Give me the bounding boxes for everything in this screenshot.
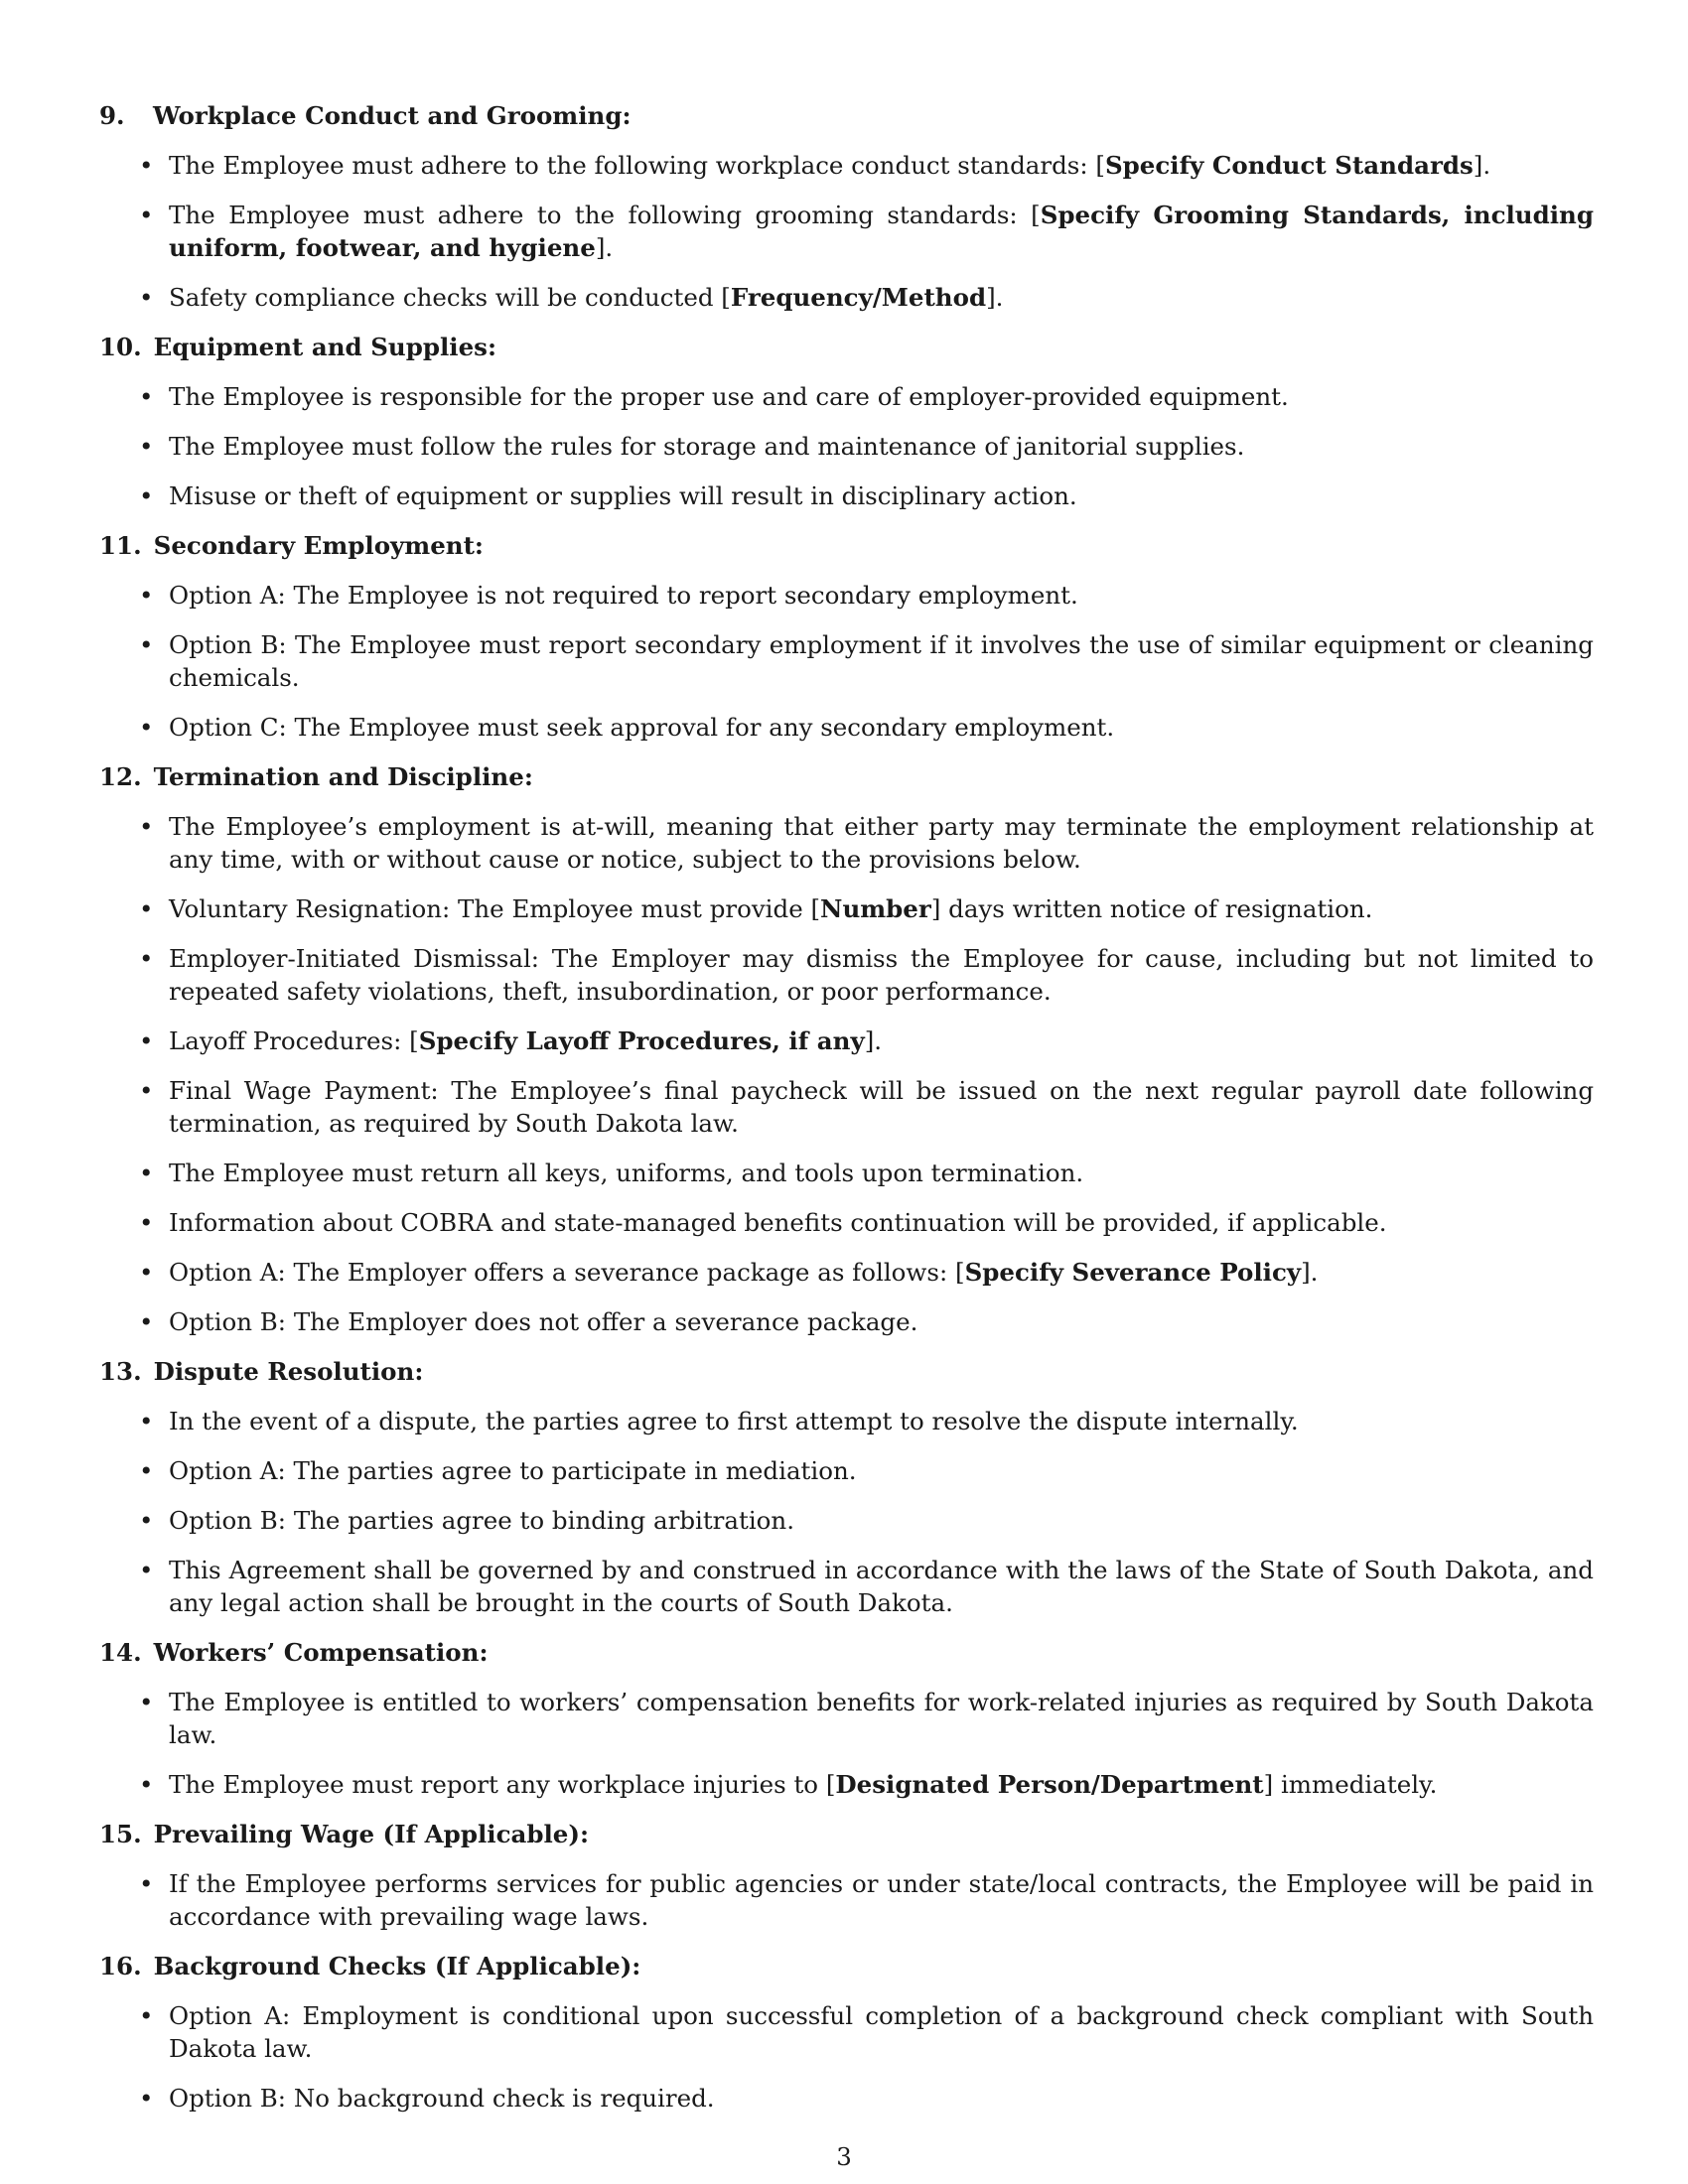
section-title: Background Checks (If Applicable): bbox=[153, 1952, 641, 1980]
list-item bbox=[169, 1074, 1594, 1140]
list-item-text: The Employee’s employment is at-will, meaning that either party may terminate the employment relationship at any time, with or without cause or notice, subject to the provisions below. bbox=[169, 812, 1594, 874]
placeholder-field: Frequency/Method bbox=[730, 283, 987, 312]
section-heading bbox=[99, 1636, 1594, 1669]
list-item-text-end: ]. bbox=[1301, 1258, 1319, 1287]
section-number: 12. bbox=[99, 762, 142, 791]
list-item-text: Option B: No background check is required. bbox=[169, 2084, 715, 2113]
list-item bbox=[169, 1554, 1594, 1619]
list-item bbox=[169, 1157, 1594, 1189]
list-item bbox=[169, 628, 1594, 694]
list-item bbox=[169, 1454, 1594, 1487]
list-item-text: The Employee must report any workplace injuries to [ bbox=[169, 1770, 836, 1799]
list-item bbox=[169, 199, 1594, 264]
placeholder-field: Specify Severance Policy bbox=[964, 1258, 1302, 1287]
list-item-text: The Employee must adhere to the following grooming standards: [ bbox=[169, 201, 1041, 229]
section bbox=[99, 99, 1594, 314]
list-item-text: Option A: The Employer offers a severance package as follows: [ bbox=[169, 1258, 965, 1287]
list-item-text: The Employee must adhere to the following workplace conduct standards: [ bbox=[169, 151, 1105, 180]
bullet-list bbox=[99, 1867, 1594, 1933]
section bbox=[99, 1950, 1594, 2115]
section-title: Prevailing Wage (If Applicable): bbox=[153, 1820, 590, 1848]
list-item-text: Option A: The Employee is not required to report secondary employment. bbox=[169, 581, 1078, 610]
list-item-text: Option B: The Employer does not offer a severance package. bbox=[169, 1307, 918, 1336]
section-heading bbox=[99, 529, 1594, 562]
document-page bbox=[99, 99, 1594, 2131]
section-title: Equipment and Supplies: bbox=[153, 333, 497, 361]
section-number: 14. bbox=[99, 1638, 142, 1667]
list-item-text: This Agreement shall be governed by and construed in accordance with the laws of the State of South Dakota, and any legal action shall be brought in the courts of South Dakota. bbox=[169, 1556, 1594, 1617]
section-number: 10. bbox=[99, 333, 142, 361]
list-item bbox=[169, 1024, 1594, 1057]
list-item bbox=[169, 892, 1594, 925]
bullet-list bbox=[99, 1999, 1594, 2115]
list-item-text: The Employee is responsible for the proper use and care of employer-provided equipment. bbox=[169, 382, 1289, 411]
bullet-list bbox=[99, 1686, 1594, 1801]
bullet-list bbox=[99, 579, 1594, 744]
placeholder-field: Specify Layoff Procedures, if any bbox=[418, 1026, 865, 1055]
section-title: Termination and Discipline: bbox=[153, 762, 533, 791]
section-number: 16. bbox=[99, 1952, 142, 1980]
list-item bbox=[169, 1405, 1594, 1437]
section-heading bbox=[99, 99, 1594, 132]
list-item-text-end: ]. bbox=[595, 233, 614, 262]
list-item-text: In the event of a dispute, the parties agree to first attempt to resolve the dispute internally. bbox=[169, 1407, 1299, 1435]
section-number: 15. bbox=[99, 1820, 142, 1848]
list-item-text: Layoff Procedures: [ bbox=[169, 1026, 419, 1055]
list-item bbox=[169, 1867, 1594, 1933]
section-list bbox=[99, 99, 1594, 2115]
placeholder-field: Designated Person/Department bbox=[835, 1770, 1264, 1799]
list-item bbox=[169, 149, 1594, 182]
section bbox=[99, 1818, 1594, 1933]
list-item-text: Option C: The Employee must seek approval for any secondary employment. bbox=[169, 713, 1115, 742]
list-item-text: Voluntary Resignation: The Employee must provide [ bbox=[169, 894, 821, 923]
list-item-text-end: ]. bbox=[1473, 151, 1491, 180]
list-item bbox=[169, 1768, 1594, 1801]
bullet-list bbox=[99, 380, 1594, 512]
list-item bbox=[169, 1206, 1594, 1239]
section-heading bbox=[99, 1950, 1594, 1982]
placeholder-field: Specify Grooming Standards, including uniform, footwear, and hygiene bbox=[169, 201, 1595, 262]
section-title: Dispute Resolution: bbox=[153, 1357, 424, 1386]
list-item-text-end: ] days written notice of resignation. bbox=[930, 894, 1373, 923]
section-title: Workers’ Compensation: bbox=[153, 1638, 489, 1667]
section-number: 11. bbox=[99, 531, 142, 560]
list-item bbox=[169, 810, 1594, 876]
list-item bbox=[169, 942, 1594, 1008]
section bbox=[99, 529, 1594, 744]
list-item-text-end: ] immediately. bbox=[1263, 1770, 1438, 1799]
list-item-text: Option B: The Employee must report secondary employment if it involves the use of similar equipment or cleaning chemicals. bbox=[169, 630, 1594, 692]
section-heading bbox=[99, 331, 1594, 363]
list-item-text: Option B: The parties agree to binding arbitration. bbox=[169, 1506, 795, 1535]
list-item-text: Final Wage Payment: The Employee’s final paycheck will be issued on the next regular payroll date following termination, as required by South Dakota law. bbox=[169, 1076, 1594, 1138]
list-item-text: If the Employee performs services for public agencies or under state/local contracts, the Employee will be paid in accordance with prevailing wage laws. bbox=[169, 1869, 1594, 1931]
list-item bbox=[169, 1686, 1594, 1751]
section-heading bbox=[99, 760, 1594, 793]
list-item bbox=[169, 479, 1594, 512]
list-item bbox=[169, 380, 1594, 413]
list-item bbox=[169, 2082, 1594, 2115]
list-item bbox=[169, 579, 1594, 612]
list-item bbox=[169, 1999, 1594, 2065]
list-item bbox=[169, 1256, 1594, 1289]
list-item-text: Employer-Initiated Dismissal: The Employer may dismiss the Employee for cause, including but not limited to repeated safety violations, theft, insubordination, or poor performance. bbox=[169, 944, 1594, 1006]
section-title: Secondary Employment: bbox=[153, 531, 484, 560]
section-title: Workplace Conduct and Grooming: bbox=[153, 101, 632, 130]
bullet-list bbox=[99, 810, 1594, 1338]
section-number: 9. bbox=[99, 101, 125, 130]
list-item-text: Safety compliance checks will be conducted [ bbox=[169, 283, 731, 312]
placeholder-field: Specify Conduct Standards bbox=[1104, 151, 1474, 180]
list-item bbox=[169, 1504, 1594, 1537]
list-item-text: The Employee must follow the rules for storage and maintenance of janitorial supplies. bbox=[169, 432, 1245, 461]
section bbox=[99, 331, 1594, 512]
section bbox=[99, 1636, 1594, 1801]
list-item-text: Option A: Employment is conditional upon successful completion of a background check compliant with South Dakota law. bbox=[169, 2001, 1594, 2063]
section bbox=[99, 1355, 1594, 1619]
bullet-list bbox=[99, 149, 1594, 314]
list-item-text: Misuse or theft of equipment or supplies will result in disciplinary action. bbox=[169, 481, 1077, 510]
list-item-text-end: ]. bbox=[864, 1026, 883, 1055]
placeholder-field: Number bbox=[820, 894, 931, 923]
section-heading bbox=[99, 1818, 1594, 1850]
list-item-text: The Employee is entitled to workers’ compensation benefits for work-related injuries as required by South Dakota law. bbox=[169, 1688, 1594, 1749]
list-item-text: Information about COBRA and state-managed benefits continuation will be provided, if applicable. bbox=[169, 1208, 1387, 1237]
page-number: 3 bbox=[836, 2142, 852, 2171]
list-item bbox=[169, 711, 1594, 744]
list-item bbox=[169, 281, 1594, 314]
section-heading bbox=[99, 1355, 1594, 1388]
section-number: 13. bbox=[99, 1357, 142, 1386]
list-item-text: The Employee must return all keys, uniforms, and tools upon termination. bbox=[169, 1159, 1084, 1187]
list-item bbox=[169, 430, 1594, 463]
list-item-text-end: ]. bbox=[986, 283, 1004, 312]
bullet-list bbox=[99, 1405, 1594, 1619]
list-item bbox=[169, 1305, 1594, 1338]
section bbox=[99, 760, 1594, 1338]
list-item-text: Option A: The parties agree to participate in mediation. bbox=[169, 1456, 857, 1485]
